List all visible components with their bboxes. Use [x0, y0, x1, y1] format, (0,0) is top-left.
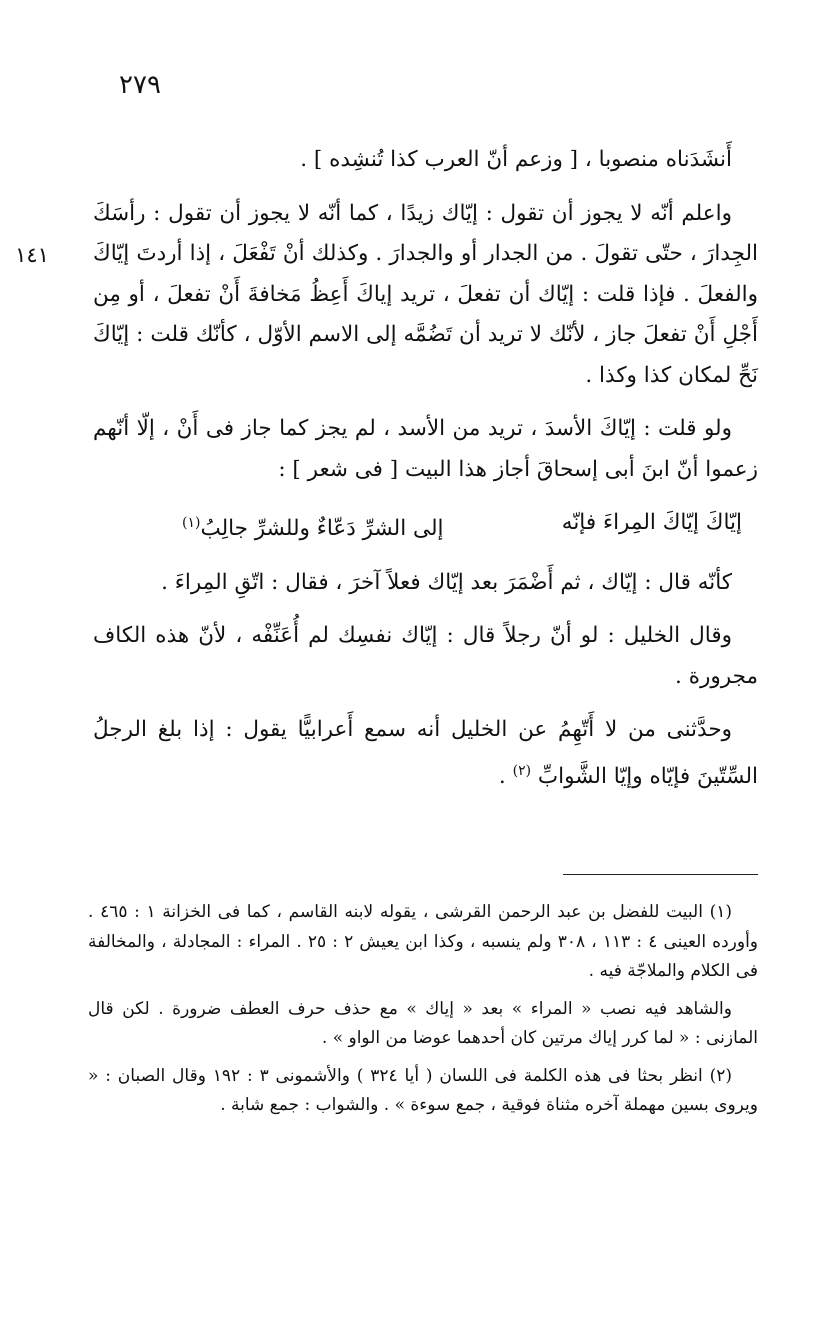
footnote-2: (٢) انظر بحثا فى هذه الكلمة فى اللسان ( أيا ٣٢٤ ) والأشمونى ٣ : ١٩٢ وقال الصبان : « ويروى بسين مهملة آخره مثناة فوقية ، جمع سوءة » . والشواب : جمع شابة .: [88, 1065, 758, 1115]
footnote-1-continuation: والشاهد فيه نصب « المراء » بعد « إياك » مع حذف حرف العطف ضرورة . لكن قال المازنى : « لما كرر إياك مرتين كان أحدهما عوضا من الواو » .: [88, 998, 758, 1048]
footnotes: [88, 898, 758, 1129]
verse-second-hemistich: [182, 503, 443, 550]
main-text: [93, 140, 758, 810]
margin-number: ١٤١: [15, 243, 49, 267]
poetry-verse: [182, 503, 758, 550]
verse-second-hemistich-text: إلى الشرِّ دَعّاءٌ وللشرِّ جالِبُ: [200, 516, 444, 542]
paragraph-6: [93, 710, 758, 797]
paragraph-6-text: وحدَّثنى من لا أَتّهِمُ عن الخليل أنه سمع أَعرابيًّا يقول : إذا بلغ الرجلُ السِّتّينَ فإيّاه وإيّا الشَّوابِّ: [93, 717, 758, 789]
footnote-divider: [563, 874, 758, 875]
verse-first-hemistich: إيّاكَ إيّاكَ المِراءَ فإنّه: [561, 510, 742, 535]
paragraph-1: أَنشَدَناه منصوبا ، [ وزعم أنّ العرب كذا تُنشِده ] .: [300, 147, 732, 172]
paragraph-4: كأنّه قال : إيّاك ، ثم أَضْمَرَ بعد إيّاك فعلاً آخرَ ، فقال : اتّقِ المِراءَ .: [161, 569, 732, 595]
paragraph-2: واعلم أنّه لا يجوز أن تقول : إيّاك زيدًا ، كما أنّه لا يجوز أن تقول : رأسَكَ الجِدارَ ، حتّى تقولَ . من الجدار أو والجدارَ . وكذلك أنْ تَفْعَلَ ، إذا أردتَ إيّاكَ والفعلَ . فإذا قلت : إيّاك أن تفعلَ ، تريد إياكَ أَعِظُ مَخافةَ أَنْ تفعلَ ، أو مِن أَجْلِ أَنْ تفعلَ جاز ، لأنّك لا تريد أن تَضُمَّه إلى الاسم الأوّل ، كأنّك قلت : إيّاكَ نَحِّ لمكان كذا وكذا .: [93, 200, 758, 388]
paragraph-5: وقال الخليل : لو أنّ رجلاً قال : إيّاك نفسِك لم أُعَنِّفْه ، لأنّ هذه الكاف مجرورة .: [93, 623, 758, 689]
paragraph-6-ending: .: [498, 763, 513, 789]
footnote-1: (١) البيت للفضل بن عبد الرحمن القرشى ، يقوله لابنه القاسم ، كما فى الخزانة ١ : ٤٦٥ . وأورده العينى ٤ : ١١٣ ، ٣٠٨ ولم ينسبه ، وكذا ابن يعيش ٢ : ٢٥ . المراء : المجادلة ، والمخالفة فى الكلام والملاجّة فيه .: [88, 902, 758, 981]
paragraph-3: ولو قلت : إيّاكَ الأسدَ ، تريد من الأسد ، لم يجز كما جاز فى أَنْ ، إلّا أنّهم زعموا أنّ ابنَ أبى إسحاقَ أجاز هذا البيت [ فى شعر ] :: [93, 416, 758, 482]
footnote-reference-2: (٢): [512, 762, 532, 779]
footnote-reference-1: (١): [182, 515, 201, 531]
page-number: ٢٧٩: [119, 70, 161, 100]
